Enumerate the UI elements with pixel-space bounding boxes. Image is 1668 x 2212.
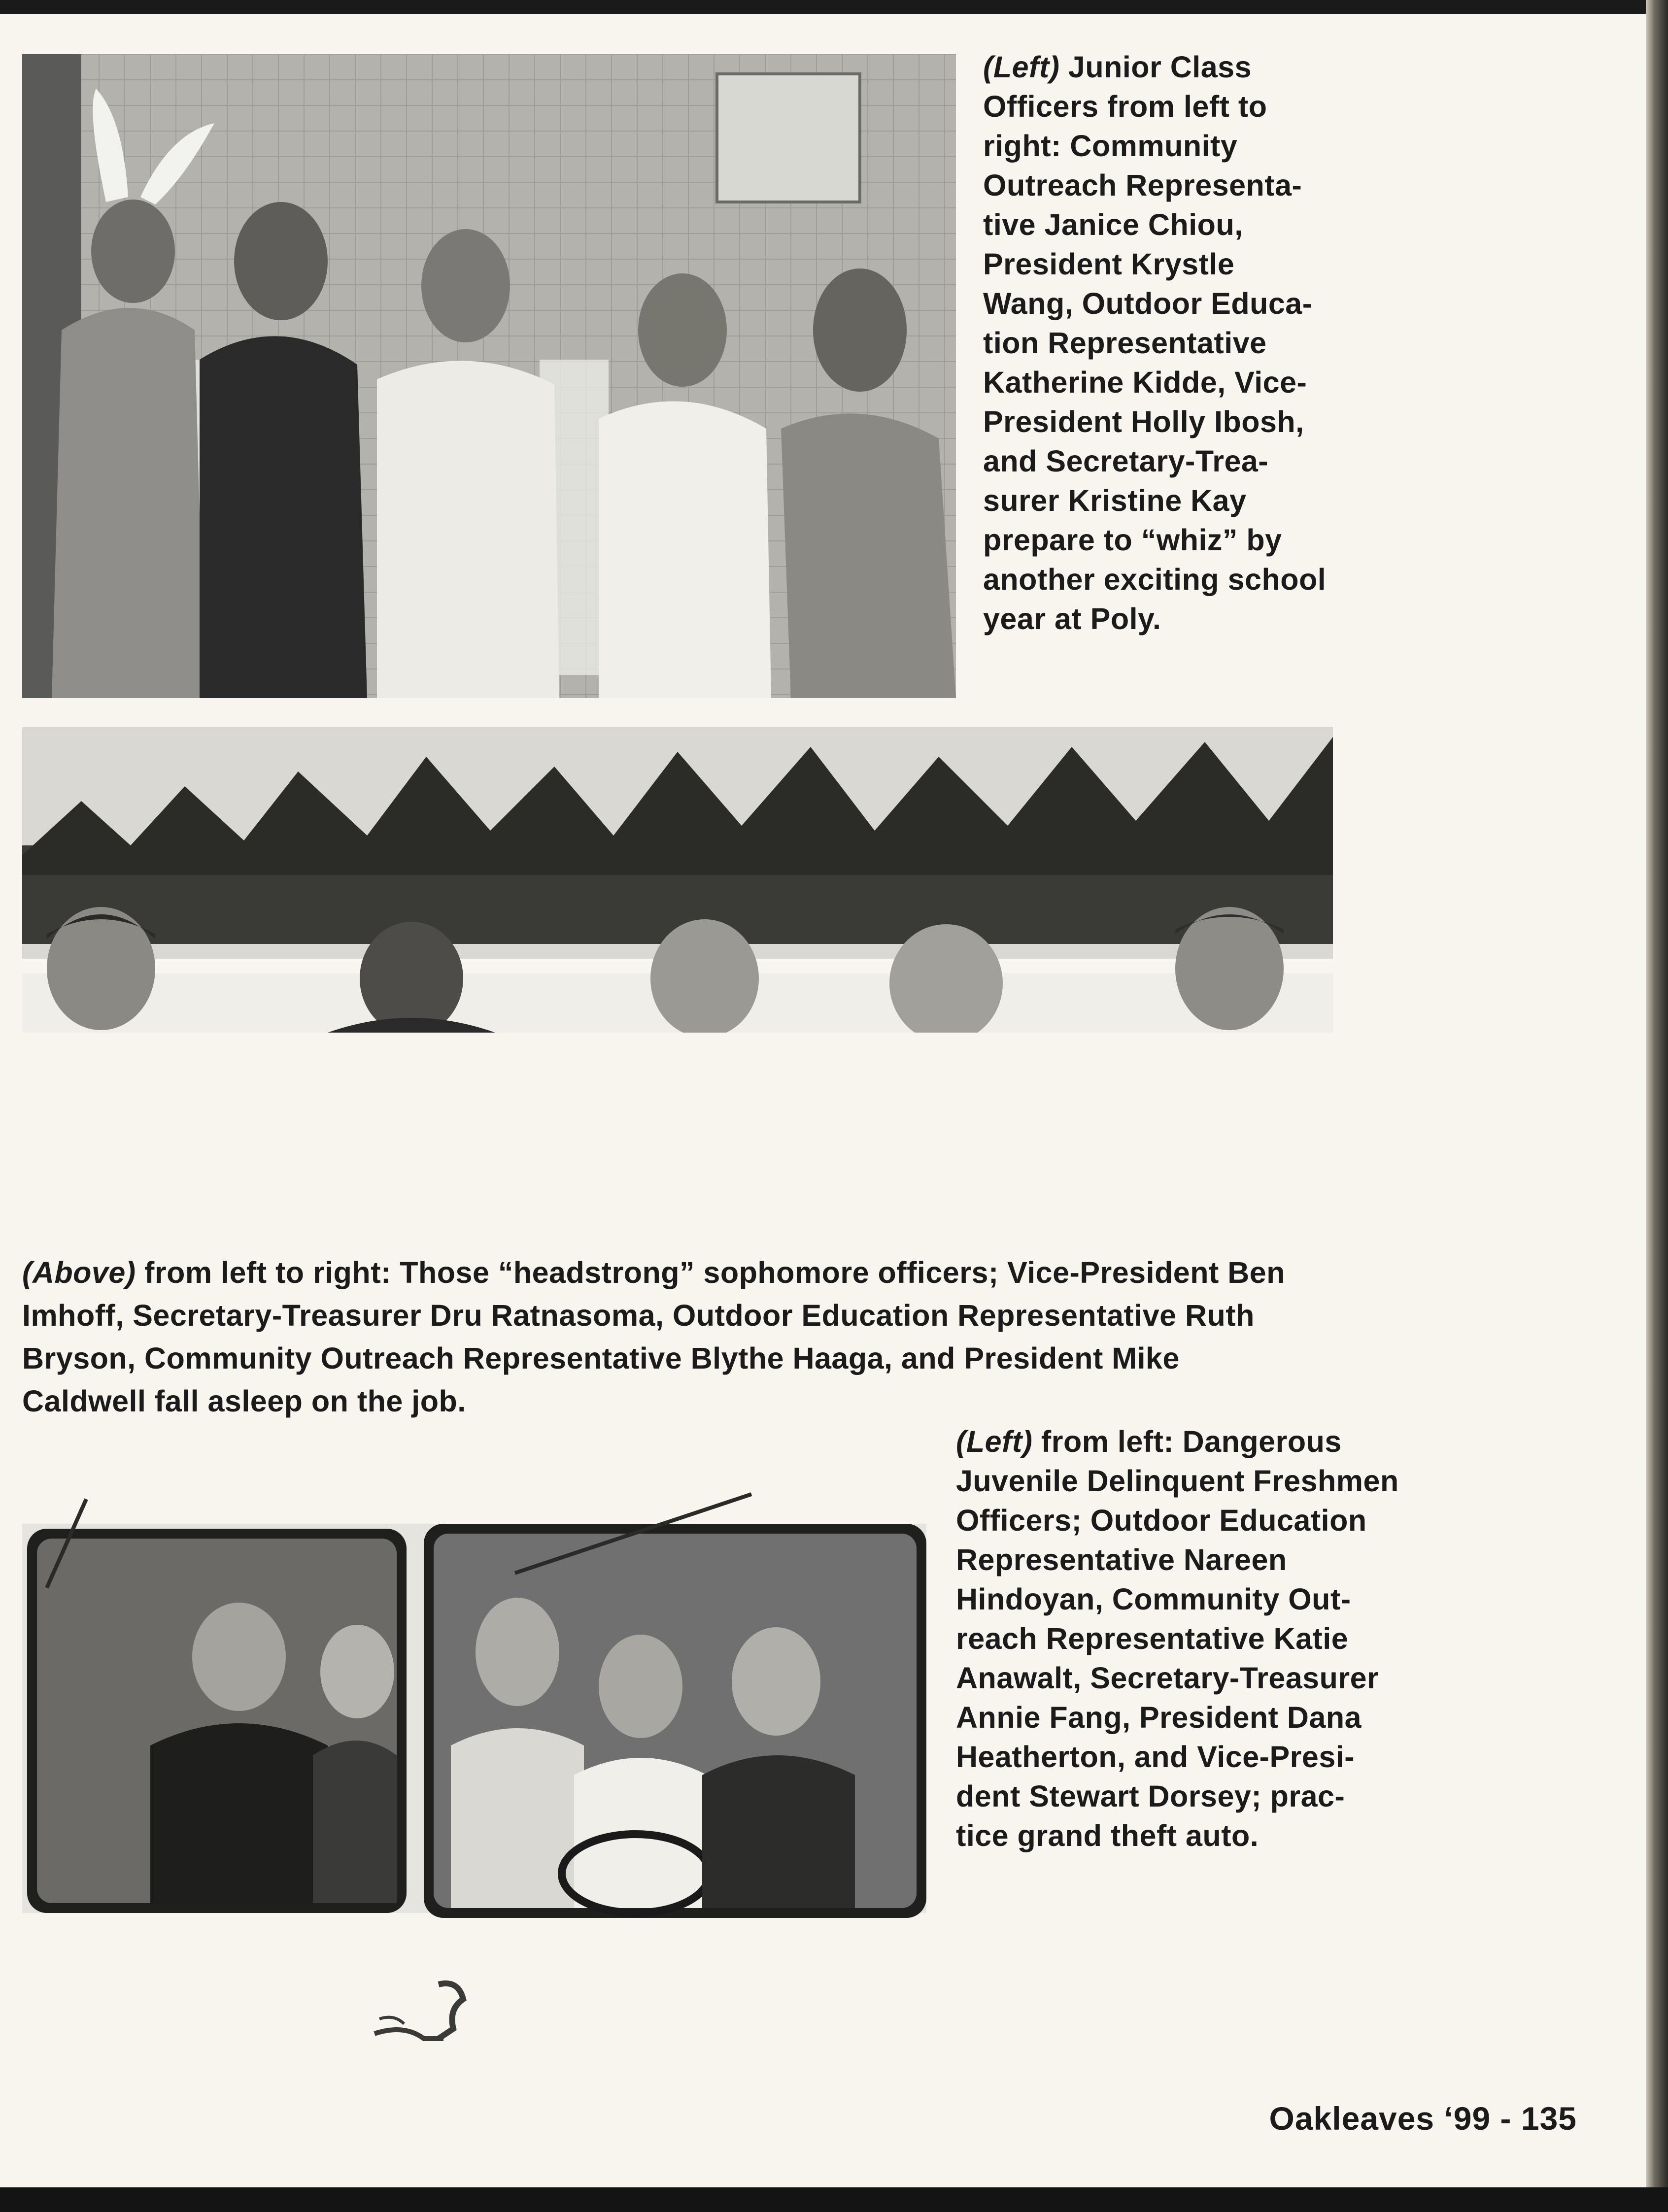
junior-class-photo xyxy=(22,54,956,698)
caption-line: Heatherton, and Vice-Presi- xyxy=(956,1740,1355,1774)
caption-line: reach Representative Katie xyxy=(956,1622,1349,1655)
caption-line: Imhoff, Secretary-Treasurer Dru Ratnasoma, Outdoor Education Representative Ruth xyxy=(22,1299,1255,1332)
yearbook-page xyxy=(0,14,1646,2187)
junior-caption xyxy=(983,47,1476,638)
caption-line: Katherine Kidde, Vice- xyxy=(983,366,1307,399)
caption-line: dent Stewart Dorsey; prac- xyxy=(956,1779,1345,1813)
caption-line: President Krystle xyxy=(983,247,1235,281)
caption-line: Officers from left to xyxy=(983,90,1267,123)
caption-line: Anawalt, Secretary-Treasurer xyxy=(956,1661,1379,1695)
caption-lead: (Above) xyxy=(22,1256,136,1289)
caption-lead: (Left) xyxy=(983,50,1060,84)
caption-line: another exciting school xyxy=(983,563,1327,596)
caption-line: and Secretary-Trea- xyxy=(983,444,1269,478)
caption-line: Officers; Outdoor Education xyxy=(956,1504,1367,1537)
page-bottom-edge xyxy=(0,2187,1668,2212)
caption-line: Caldwell fall asleep on the job. xyxy=(22,1384,466,1418)
caption-line: (Above) from left to right: Those “headstrong” sophomore officers; Vice-President Ben xyxy=(22,1256,1285,1289)
caption-line: Outreach Representa- xyxy=(983,168,1302,202)
caption-line: right: Community xyxy=(983,129,1238,163)
caption-line: surer Kristine Kay xyxy=(983,484,1247,517)
decorative-doodle xyxy=(365,1965,493,2053)
freshmen-caption xyxy=(956,1422,1498,1855)
caption-line: (Left) from left: Dangerous xyxy=(956,1425,1342,1458)
caption-line: Hindoyan, Community Out- xyxy=(956,1582,1351,1616)
caption-line: Bryson, Community Outreach Representative Blythe Haaga, and President Mike xyxy=(22,1341,1180,1375)
caption-line: tive Janice Chiou, xyxy=(983,208,1243,241)
caption-line: President Holly Ibosh, xyxy=(983,405,1304,438)
freshmen-class-photo xyxy=(22,1470,926,1952)
caption-line: Wang, Outdoor Educa- xyxy=(983,287,1313,320)
caption-line: Juvenile Delinquent Freshmen xyxy=(956,1464,1399,1498)
caption-line: year at Poly. xyxy=(983,602,1161,636)
caption-lead: (Left) xyxy=(956,1425,1033,1458)
caption-line: Annie Fang, President Dana xyxy=(956,1701,1362,1734)
page-folio: Oakleaves ‘99 - 135 xyxy=(1269,2100,1577,2137)
caption-line: prepare to “whiz” by xyxy=(983,523,1282,557)
caption-line: tice grand theft auto. xyxy=(956,1819,1259,1852)
caption-line: (Left) Junior Class xyxy=(983,50,1252,84)
sophomore-class-photo xyxy=(22,727,1333,1033)
caption-line: Representative Nareen xyxy=(956,1543,1287,1576)
page-edge xyxy=(1646,0,1668,2212)
sophomore-caption xyxy=(22,1251,1353,1423)
caption-line: tion Representative xyxy=(983,326,1267,360)
